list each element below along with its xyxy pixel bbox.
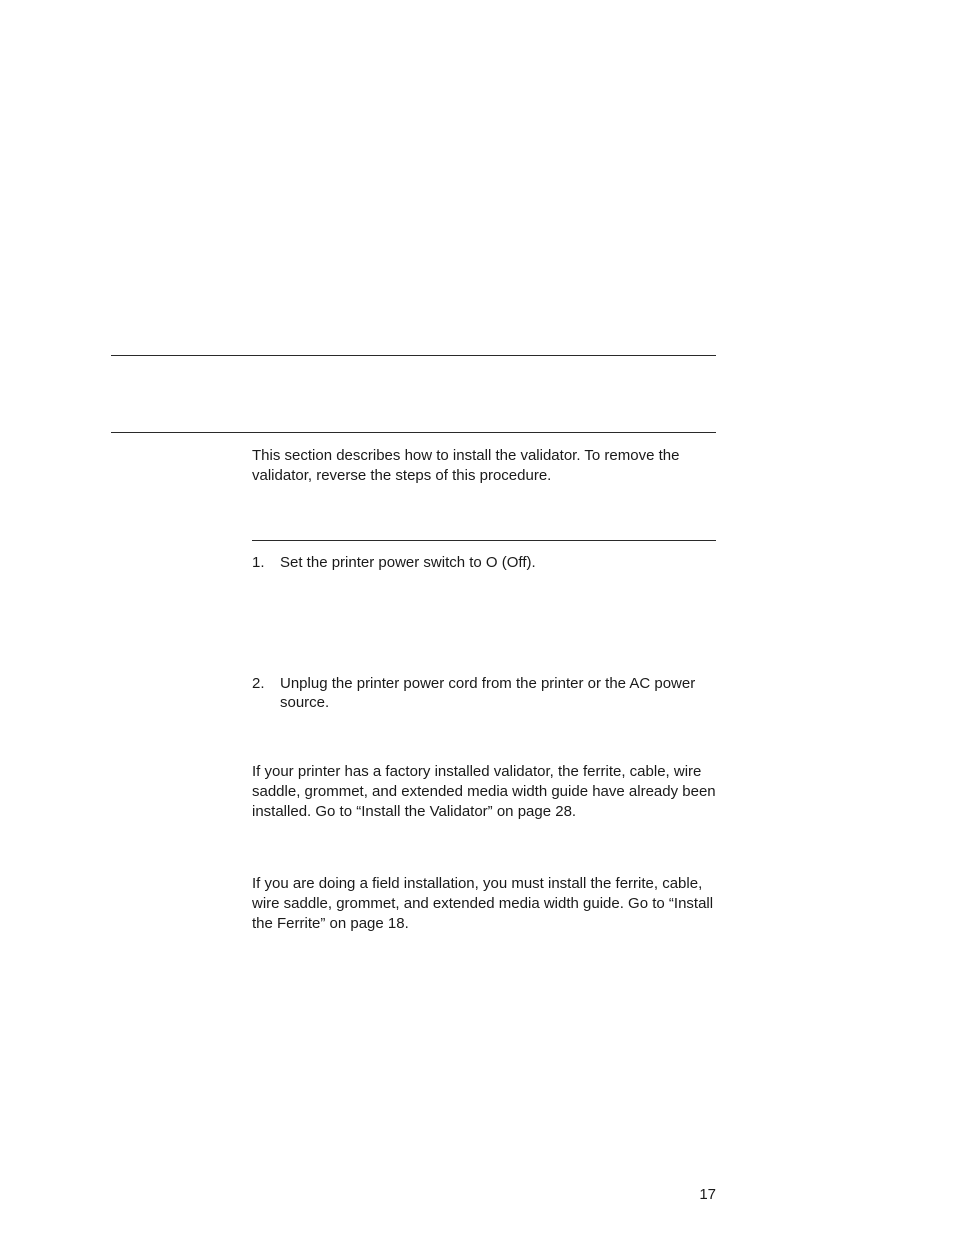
page-number: 17 [699,1186,716,1203]
procedure-rule [252,540,716,541]
step-number: 1. [252,554,265,571]
section-top-rule [111,355,716,356]
step-item [252,674,722,712]
intro-paragraph: This section describes how to install the validator. To remove the validator, reverse the steps of this procedure. [252,447,680,484]
field-install-note: If you are doing a field installation, you must install the ferrite, cable, wire saddle, grommet, and extended media width guide. Go to “Install the Ferrite” on page 18. [252,875,714,932]
step-item [252,553,722,572]
section-heading-rule [111,432,716,433]
step-number: 2. [252,675,265,692]
step-text: Unplug the printer power cord from the printer or the AC power source. [280,675,696,711]
factory-install-note: If your printer has a factory installed validator, the ferrite, cable, wire saddle, grommet, and extended media width guide have already been installed. Go to “Install the Validator” on page 28. [252,763,716,820]
step-text: Set the printer power switch to O (Off). [280,554,536,571]
